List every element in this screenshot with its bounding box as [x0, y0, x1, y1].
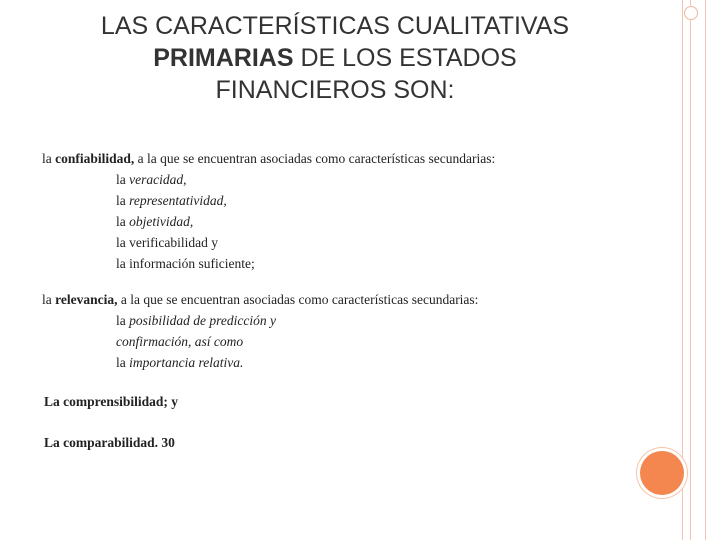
relevancia-intro [42, 289, 478, 310]
title-line-2-rest: DE LOS ESTADOS [293, 44, 517, 72]
item-italic: objetividad, [129, 214, 194, 229]
item-italic: posibilidad de predicción y [129, 313, 276, 328]
intro-prefix: la [42, 292, 56, 307]
list-item [116, 190, 227, 211]
slide-title [45, 10, 625, 106]
decorative-circle-orange [640, 451, 684, 495]
list-item: la información suficiente; [116, 256, 255, 271]
decorative-line [682, 0, 683, 540]
title-line-1: LAS CARACTERÍSTICAS CUALITATIVAS [100, 12, 570, 40]
list-item [116, 310, 276, 331]
list-item [116, 331, 243, 352]
intro-rest: a la que se encuentran asociadas como características secundarias: [117, 292, 479, 307]
title-line-3: FINANCIEROS SON: [215, 76, 455, 104]
item-prefix: la [116, 214, 130, 229]
decorative-line [705, 0, 706, 540]
item-suffix: , [183, 172, 187, 187]
list-item [116, 211, 193, 232]
item-prefix: la [116, 355, 130, 370]
item-italic: veracidad [129, 172, 184, 187]
confiabilidad-term: confiabilidad, [55, 151, 135, 166]
title-bold-word: PRIMARIAS [153, 44, 294, 72]
list-item [116, 352, 243, 373]
item-italic: importancia relativa. [129, 355, 244, 370]
decorative-line [690, 0, 691, 540]
item-italic: confirmación, así como [116, 334, 244, 349]
item-italic: representatividad, [129, 193, 227, 208]
list-item [116, 169, 186, 190]
intro-prefix: la [42, 151, 56, 166]
intro-rest: a la que se encuentran asociadas como características secundarias: [134, 151, 496, 166]
decorative-circle-small [684, 6, 698, 20]
title-line-2 [45, 42, 625, 74]
relevancia-term: relevancia, [55, 292, 118, 307]
comparabilidad-line: La comparabilidad. 30 [44, 435, 175, 450]
comprensibilidad-line: La comprensibilidad; y [44, 394, 179, 409]
item-prefix: la [116, 313, 130, 328]
list-item: la verificabilidad y [116, 235, 218, 250]
item-prefix: la [116, 193, 130, 208]
item-prefix: la [116, 172, 130, 187]
confiabilidad-intro [42, 148, 495, 169]
